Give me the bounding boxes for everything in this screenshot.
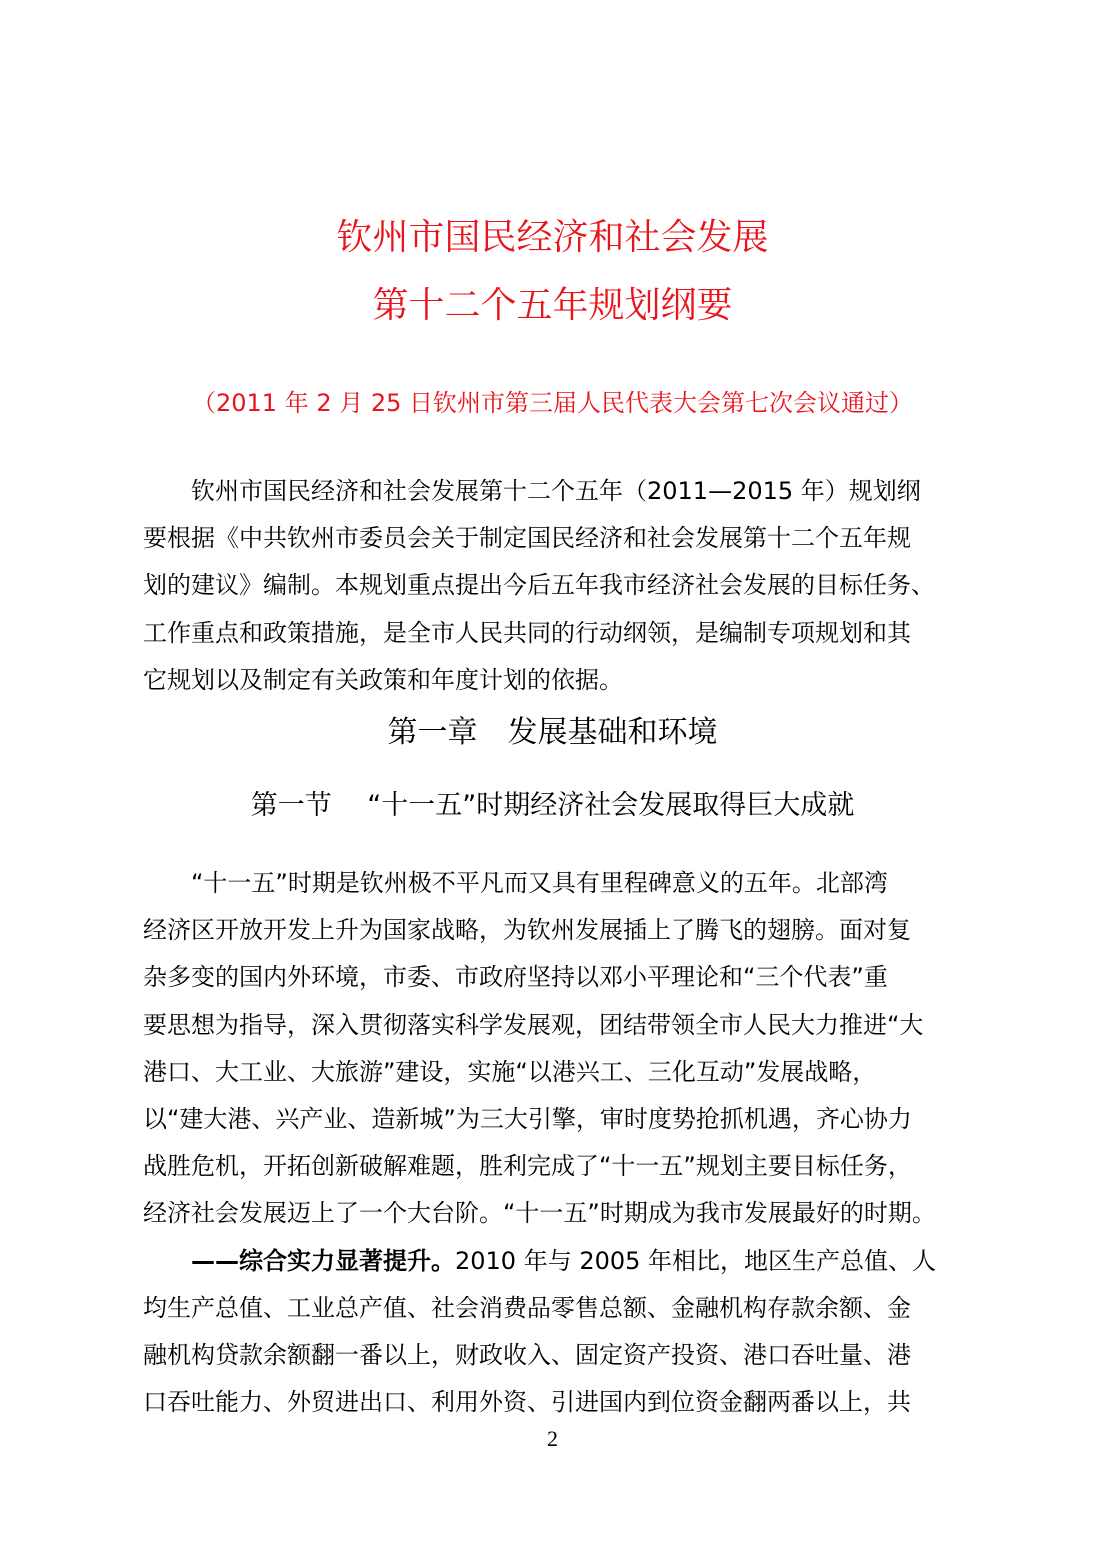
strength-line: 均生产总值、工业总产值、社会消费品零售总额、金融机构存款余额、金	[143, 1293, 911, 1322]
strength-line: 口吞吐能力、外贸进出口、利用外资、引进国内到位资金翻两番以上，共	[143, 1388, 911, 1417]
body-line: 以“建大港、兴产业、造新城”为三大引擎，审时度势抢抓机遇，齐心协力	[143, 1105, 912, 1134]
document-title-line-2: 第十二个五年规划纲要	[372, 285, 733, 326]
body-line: 港口、大工业、大旅游”建设，实施“以港兴工、三化互动”发展战略，	[143, 1057, 877, 1086]
body-line: 经济社会发展迈上了一个大台阶。“十一五”时期成为我市发展最好的时期。	[143, 1199, 936, 1228]
body-line: 战胜危机，开拓创新破解难题，胜利完成了“十一五”规划主要目标任务，	[143, 1152, 912, 1181]
body-line: 杂多变的国内外环境，市委、市政府坚持以邓小平理论和“三个代表”重	[143, 963, 888, 992]
intro-line: 钦州市国民经济和社会发展第十二个五年（2011—2015 年）规划纲	[191, 477, 921, 505]
document-title-line-1: 钦州市国民经济和社会发展	[336, 217, 769, 258]
body-line: “十一五”时期是钦州极不平凡而又具有里程碑意义的五年。北部湾	[191, 869, 888, 897]
intro-line: 它规划以及制定有关政策和年度计划的依据。	[143, 665, 623, 694]
body-paragraph	[143, 860, 963, 1426]
body-line: 经济区开放开发上升为国家战略，为钦州发展插上了腾飞的翅膀。面对复	[143, 916, 911, 945]
strength-line	[143, 1238, 963, 1285]
page-number: 2	[547, 1426, 558, 1451]
intro-line: 划的建议》编制。本规划重点提出今后五年我市经济社会发展的目标任务、	[143, 571, 935, 600]
section-heading: 第一节 “十一五”时期经济社会发展取得巨大成就	[250, 790, 855, 821]
intro-line: 要根据《中共钦州市委员会关于制定国民经济和社会发展第十二个五年规	[143, 524, 911, 553]
intro-line: 工作重点和政策措施，是全市人民共同的行动纲领，是编制专项规划和其	[143, 618, 911, 647]
strength-heading: ——综合实力显著提升。	[191, 1246, 455, 1275]
intro-paragraph	[143, 468, 963, 704]
chapter-heading: 第一章 发展基础和环境	[387, 715, 718, 750]
strength-line: 融机构贷款余额翻一番以上，财政收入、固定资产投资、港口吞吐量、港	[143, 1341, 911, 1370]
strength-text: 2010 年与 2005 年相比，地区生产总值、人	[455, 1246, 937, 1275]
body-line: 要思想为指导，深入贯彻落实科学发展观，团结带领全市人民大力推进“大	[143, 1010, 924, 1039]
document-subtitle: （2011 年 2 月 25 日钦州市第三届人民代表大会第七次会议通过）	[191, 389, 914, 417]
